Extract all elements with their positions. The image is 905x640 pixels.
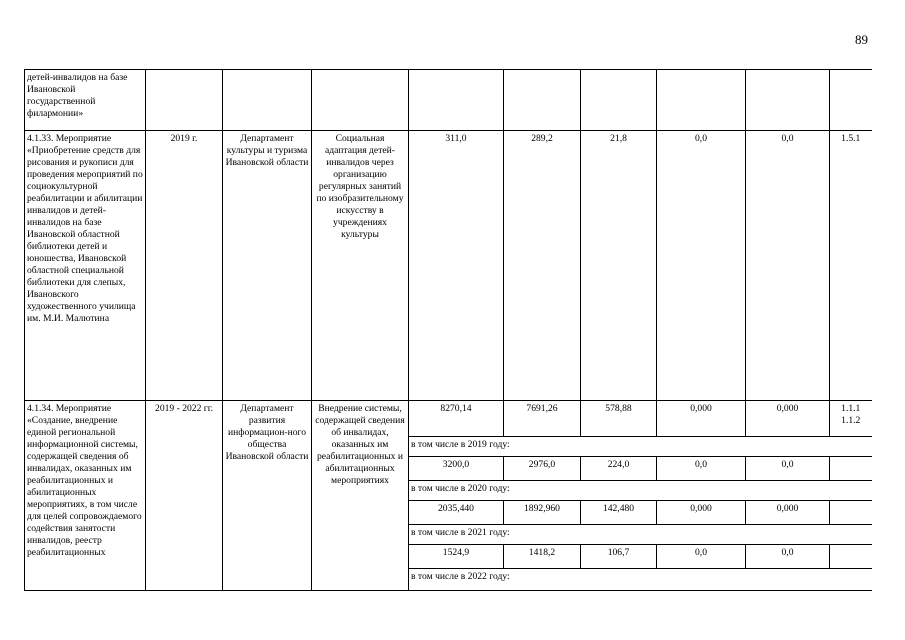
amount-regional: 142,480 xyxy=(581,501,657,525)
amount-total: 1524,9 xyxy=(409,545,504,569)
amount-federal: 2976,0 xyxy=(504,457,581,481)
amount-regional: 106,7 xyxy=(581,545,657,569)
empty-cell xyxy=(830,457,872,481)
amount-federal: 7691,26 xyxy=(504,401,581,437)
amount-regional: 578,88 xyxy=(581,401,657,437)
amount-local: 0,000 xyxy=(657,401,746,437)
year-2022-label: в том числе в 2022 году: xyxy=(409,569,872,591)
table-row-4-1-33 xyxy=(25,131,872,401)
amount-federal: 1418,2 xyxy=(504,545,581,569)
amount-total: 8270,14 xyxy=(409,401,504,437)
amount-other: 0,000 xyxy=(746,501,830,525)
table-row-4-1-32 xyxy=(25,70,872,131)
period: 2019 - 2022 гг. xyxy=(146,401,223,591)
year-2019-label: в том числе в 2019 году: xyxy=(409,437,872,457)
amount-local: 0,0 xyxy=(657,545,746,569)
empty-cell xyxy=(223,70,312,131)
amount-other: 0,0 xyxy=(746,545,830,569)
empty-cell xyxy=(409,70,504,131)
indicator-code: 1.5.1 xyxy=(830,131,872,401)
amount-regional: 224,0 xyxy=(581,457,657,481)
amount-local: 0,0 xyxy=(657,131,746,401)
empty-cell xyxy=(830,501,872,525)
program-table xyxy=(24,69,872,591)
amount-federal: 1892,960 xyxy=(504,501,581,525)
amount-total: 2035,440 xyxy=(409,501,504,525)
amount-local: 0,000 xyxy=(657,501,746,525)
page-number: 89 xyxy=(855,32,868,47)
empty-cell xyxy=(146,70,223,131)
year-2021-label: в том числе в 2021 году: xyxy=(409,525,872,545)
year-2020-label: в том числе в 2020 году: xyxy=(409,481,872,501)
amount-total: 311,0 xyxy=(409,131,504,401)
table-row-4-1-34 xyxy=(25,401,872,437)
measure-name: детей-инвалидов на базе Ивановской государственной филармонии» xyxy=(25,70,146,131)
amount-other: 0,000 xyxy=(746,401,830,437)
amount-local: 0,0 xyxy=(657,457,746,481)
expected-result: Внедрение системы, содержащей сведения об инвалидах, оказанных им реабилитационных и абилитационных мероприятиях xyxy=(312,401,409,591)
amount-regional: 21,8 xyxy=(581,131,657,401)
empty-cell xyxy=(504,70,581,131)
empty-cell xyxy=(746,70,830,131)
executor: Департамент развития информацион-ного общества Ивановской области xyxy=(223,401,312,591)
indicator-code-2: 1.1.2 xyxy=(841,415,861,426)
amount-total: 3200,0 xyxy=(409,457,504,481)
period: 2019 г. xyxy=(146,131,223,401)
measure-name: 4.1.34. Мероприятие «Создание, внедрение единой региональной информационной системы, содержащей сведения об инвалидах, оказанных им реабилитационных и абилитационных мероприятиях, в том числе для целей сопровождаемого содействия занятости инвалидов, реестр реабилитационных xyxy=(25,401,146,591)
executor: Департамент культуры и туризма Ивановской области xyxy=(223,131,312,401)
amount-other: 0,0 xyxy=(746,457,830,481)
empty-cell xyxy=(830,70,872,131)
expected-result: Социальная адаптация детей-инвалидов через организацию регулярных занятий по изобразительному искусству в учреждениях культуры xyxy=(312,131,409,401)
empty-cell xyxy=(830,545,872,569)
empty-cell xyxy=(657,70,746,131)
empty-cell xyxy=(312,70,409,131)
indicator-code xyxy=(830,401,872,437)
amount-federal: 289,2 xyxy=(504,131,581,401)
indicator-code-1: 1.1.1 xyxy=(841,403,861,414)
measure-name: 4.1.33. Мероприятие «Приобретение средств для рисования и рукописи для проведения мероприятий по социокультурной реабилитации и абилитации инвалидов и детей-инвалидов на базе Ивановской областной библиотеки детей и юношества, Ивановской областной специальной библиотеки для слепых, Ивановского художественного училища им. М.И. Малютина xyxy=(25,131,146,401)
empty-cell xyxy=(581,70,657,131)
amount-other: 0,0 xyxy=(746,131,830,401)
